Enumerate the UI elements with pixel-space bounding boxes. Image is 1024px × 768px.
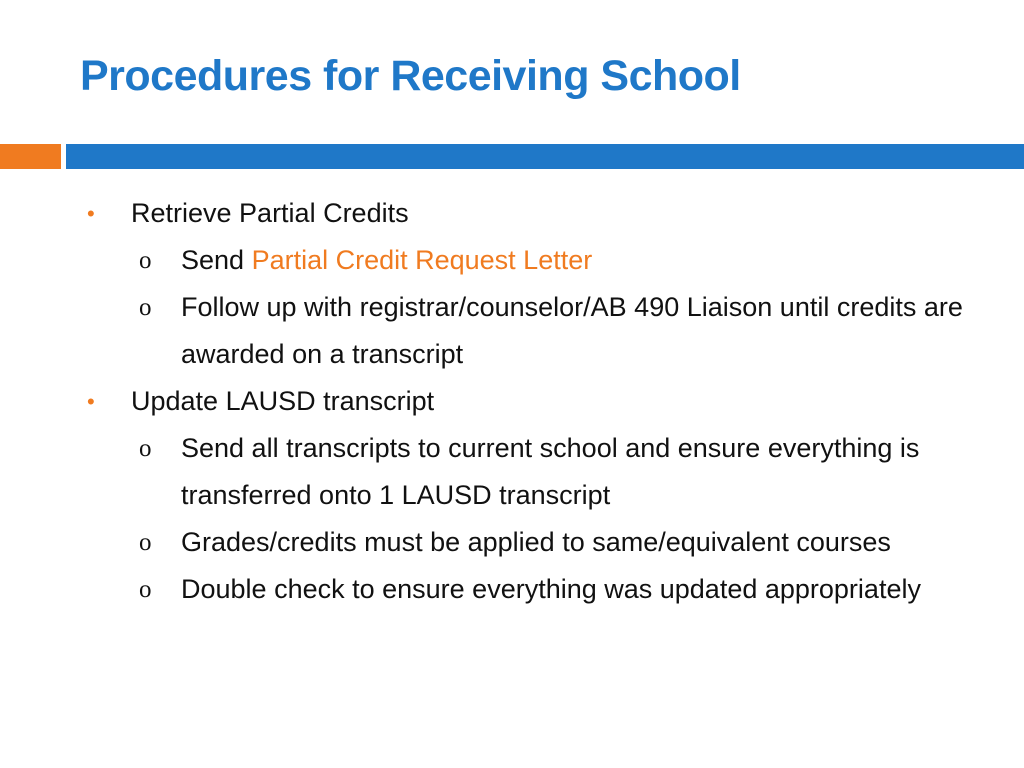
subbullet-text: Send all transcripts to current school and ensure everything is transferred onto 1 LAUSD transcript bbox=[181, 433, 920, 510]
subbullet-grades-credits bbox=[0, 519, 1024, 566]
subbullet-marker-icon: o bbox=[139, 247, 152, 274]
bullet-text: Update LAUSD transcript bbox=[131, 386, 435, 416]
partial-credit-request-letter-link[interactable]: Partial Credit Request Letter bbox=[251, 245, 593, 275]
bullet-marker-icon: • bbox=[87, 389, 95, 414]
subbullet-text: Grades/credits must be applied to same/equivalent courses bbox=[181, 527, 891, 557]
bullet-update-transcript bbox=[0, 378, 1024, 425]
subbullet-double-check bbox=[0, 566, 1024, 613]
subbullet-send-letter bbox=[0, 237, 1024, 284]
subbullet-marker-icon: o bbox=[139, 435, 152, 462]
subbullet-prefix: Send bbox=[181, 245, 252, 275]
subbullet-text: Double check to ensure everything was updated appropriately bbox=[181, 574, 921, 604]
subbullet-text: Follow up with registrar/counselor/AB 490 Liaison until credits are awarded on a transcript bbox=[181, 292, 963, 369]
bullet-text: Retrieve Partial Credits bbox=[131, 198, 409, 228]
subbullet-follow-up bbox=[0, 284, 1024, 378]
bullet-marker-icon: • bbox=[87, 201, 95, 226]
subbullet-send-transcripts bbox=[0, 425, 1024, 519]
bullet-retrieve-partial-credits bbox=[0, 190, 1024, 237]
subbullet-marker-icon: o bbox=[139, 576, 152, 603]
slide-title: Procedures for Receiving School bbox=[80, 52, 741, 100]
accent-bar-blue bbox=[66, 144, 1024, 169]
subbullet-marker-icon: o bbox=[139, 529, 152, 556]
subbullet-marker-icon: o bbox=[139, 294, 152, 321]
bullet-list bbox=[0, 190, 1024, 613]
accent-bar-orange bbox=[0, 144, 61, 169]
